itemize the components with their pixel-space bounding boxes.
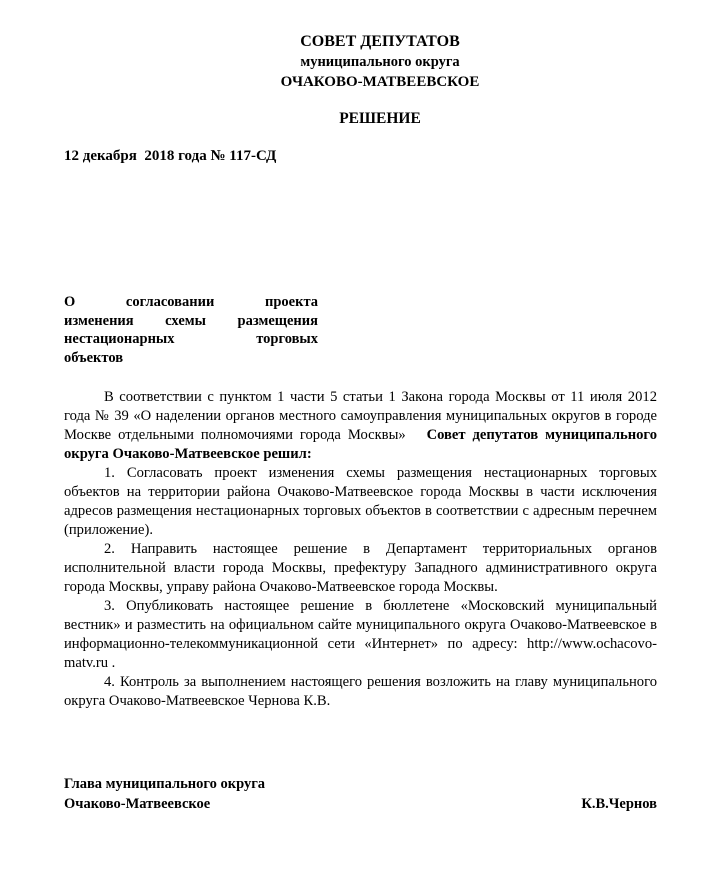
subject-line: изменения схемы размещения xyxy=(64,312,318,329)
preamble-paragraph xyxy=(64,388,657,464)
decision-date-number: 12 декабря 2018 года № 117-СД xyxy=(64,148,277,164)
decision-item-3: 3. Опубликовать настоящее решение в бюллетене «Московский муниципальный вестник» и разместить на официальном сайте муниципального округа Очаково-Матвеевское в информационно-телекоммуникационной сети «Интернет» по адресу: http://www.ochacovo-matv.ru . xyxy=(64,598,657,671)
district-label: муниципального округа xyxy=(300,54,460,70)
signatory-name: К.В.Чернов xyxy=(581,796,657,812)
signatory-title: Глава муниципального округа xyxy=(64,776,266,792)
subject-line: нестационарных торговых xyxy=(64,331,318,347)
decision-item-4: 4. Контроль за выполнением настоящего решения возложить на главу муниципального округа Очаково-Матвеевское Чернова К.В. xyxy=(64,674,657,709)
signature-block xyxy=(64,774,657,814)
subject-line: О согласовании проекта xyxy=(64,294,318,310)
decision-item-1: 1. Согласовать проект изменения схемы размещения нестационарных торговых объектов на территории района Очаково-Матвеевское города Москвы в части исключения адресов размещения нестационарных торговых объектов в соответствии с адресным перечнем (приложение). xyxy=(64,465,657,538)
preamble-resolution: Совет депутатов муниципального округа Очаково-Матвеевское решил: xyxy=(64,427,657,462)
decision-subject xyxy=(64,293,318,367)
district-name: ОЧАКОВО-МАТВЕЕВСКОЕ xyxy=(280,74,480,90)
council-title: СОВЕТ ДЕПУТАТОВ xyxy=(300,33,460,50)
preamble-text: В соответствии с пунктом 1 части 5 статьи 1 Закона города Москвы от 11 июля 2012 года № 39 «О наделении органов местного самоуправления муниципальных округов в городе Москве отдельными полномочиями города Москвы» xyxy=(64,389,657,443)
signatory-district: Очаково-Матвеевское xyxy=(64,796,211,812)
decision-item-2: 2. Направить настоящее решение в Департамент территориальных органов исполнительной власти города Москвы, префектуру Западного административного округа города Москвы, управу района Очаково-Матвеевское города Москвы. xyxy=(64,541,657,595)
signature-row xyxy=(64,794,657,814)
decision-body xyxy=(64,388,657,711)
decision-title: РЕШЕНИЕ xyxy=(339,110,421,127)
subject-line: объектов xyxy=(64,349,124,366)
document-header xyxy=(60,32,700,92)
